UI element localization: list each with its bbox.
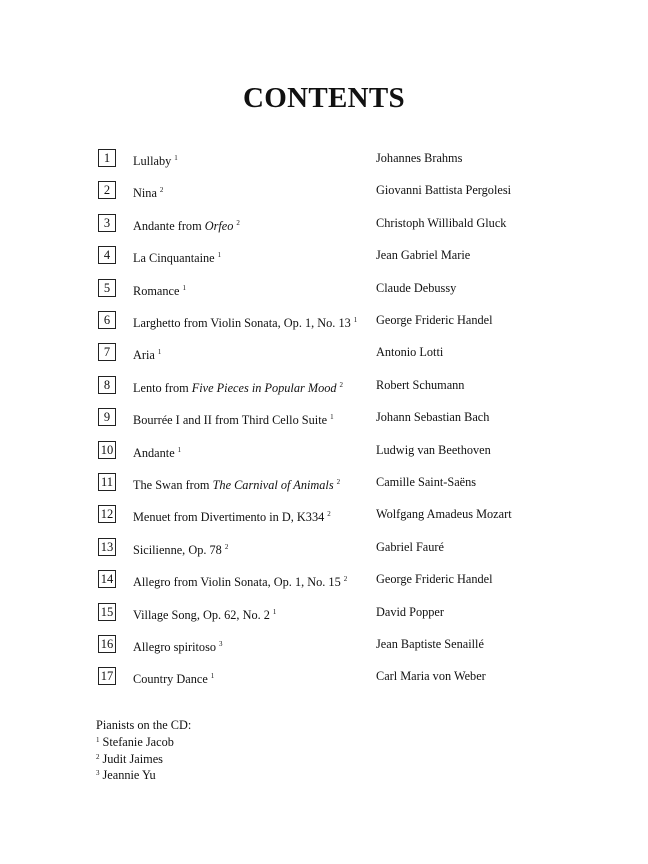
piece-title [133, 344, 161, 363]
pianists-heading: Pianists on the CD: [96, 718, 192, 732]
composer: Carl Maria von Weber [376, 669, 486, 684]
track-number-box: 3 [98, 214, 116, 232]
pianist-ref: 1 [182, 283, 186, 292]
pianist-ref: 2 [336, 478, 341, 486]
title-text: Lullaby [133, 154, 172, 168]
piece-title [133, 150, 178, 169]
contents-entry [98, 473, 578, 491]
title-text: Village Song, Op. 62, No. 2 [133, 607, 270, 622]
composer: Johannes Brahms [376, 151, 463, 165]
pianist-ref: 1 [217, 251, 222, 260]
contents-entry [98, 149, 578, 167]
contents-entry [98, 343, 578, 361]
composer: Ludwig van Beethoven [376, 442, 491, 457]
title-text: Romance [133, 283, 180, 298]
pianist-ref: 2 [343, 575, 348, 584]
contents-entry [98, 667, 578, 685]
pianist-ref: 2 [236, 218, 240, 227]
piece-title [133, 280, 186, 299]
track-number-box: 4 [98, 246, 116, 264]
pianist-ref: 2 [96, 752, 100, 761]
composer: Jean Baptiste Senaillé [376, 637, 484, 651]
composer: Gabriel Fauré [376, 539, 444, 554]
composer: Christoph Willibald Gluck [376, 215, 507, 230]
piece-title [133, 442, 181, 461]
composer: George Frideric Handel [376, 572, 493, 587]
pianist-item [96, 733, 191, 750]
pianist-name: Judit Jaimes [102, 751, 163, 766]
piece-title [133, 668, 214, 687]
piece-title [133, 539, 228, 558]
composer: Camille Saint-Saëns [376, 475, 477, 489]
composer: Johann Sebastian Bach [376, 410, 490, 425]
track-number-box: 2 [98, 181, 116, 199]
title-italic: Five Pieces in Popular Mood [191, 380, 337, 395]
pianist-item [96, 750, 191, 767]
track-number-box: 13 [98, 538, 116, 556]
track-number-box: 12 [98, 505, 116, 523]
page-title: CONTENTS [243, 82, 405, 114]
composer: Robert Schumann [376, 377, 465, 392]
pianists-note [96, 718, 191, 783]
track-number-box: 8 [98, 376, 116, 394]
contents-entry [98, 441, 578, 459]
track-number-box: 9 [98, 408, 116, 426]
contents-entry [98, 376, 578, 394]
contents-entry [98, 214, 578, 232]
contents-entry [98, 635, 578, 653]
piece-title [133, 215, 240, 234]
title-italic: Orfeo [204, 218, 234, 233]
track-number-box: 15 [98, 603, 116, 621]
piece-title [133, 506, 331, 525]
piece-title [133, 377, 343, 396]
pianist-ref: 2 [339, 380, 344, 389]
pianist-ref: 1 [157, 348, 162, 357]
track-number-box: 16 [98, 635, 116, 653]
composer: Wolfgang Amadeus Mozart [376, 507, 512, 522]
pianist-ref: 1 [353, 316, 358, 324]
pianist-ref: 1 [174, 154, 178, 162]
title-text: Allegro spiritoso [133, 640, 216, 654]
track-number-box: 6 [98, 311, 116, 329]
piece-title [133, 474, 340, 493]
piece-title [133, 636, 223, 655]
pianist-name: Jeannie Yu [102, 768, 156, 783]
pianist-ref: 2 [159, 186, 164, 195]
title-text: La Cinquantaine [133, 251, 215, 266]
composer: Jean Gabriel Marie [376, 248, 471, 263]
contents-entry [98, 181, 578, 199]
piece-title [133, 571, 347, 590]
piece-title [133, 312, 357, 331]
piece-title [133, 604, 276, 623]
title-text: Menuet from Divertimento in D, K334 [133, 510, 325, 525]
pianist-ref: 3 [219, 640, 223, 648]
contents-entry [98, 408, 578, 426]
track-number-box: 7 [98, 343, 116, 361]
title-text: Larghetto from Violin Sonata, Op. 1, No. 13 [133, 316, 351, 330]
pianist-ref: 1 [330, 413, 334, 422]
title-text: The Swan from [133, 478, 213, 492]
track-number-box: 14 [98, 570, 116, 588]
pianist-ref: 1 [210, 672, 215, 681]
track-number-box: 10 [98, 441, 116, 459]
track-number-box: 17 [98, 667, 116, 685]
pianist-ref: 1 [177, 445, 182, 454]
composer: Claude Debussy [376, 280, 457, 295]
piece-title [133, 182, 163, 201]
composer: Antonio Lotti [376, 345, 444, 360]
title-text: Lento from [133, 380, 192, 395]
track-number-box: 1 [98, 149, 116, 167]
contents-entry [98, 570, 578, 588]
title-text: Nina [133, 186, 157, 201]
pianist-name: Stefanie Jacob [102, 734, 174, 749]
composer: Giovanni Battista Pergolesi [376, 183, 512, 198]
title-text: Allegro from Violin Sonata, Op. 1, No. 15 [133, 575, 341, 590]
pianist-ref: 2 [224, 542, 229, 551]
contents-entry [98, 603, 578, 621]
title-text: Country Dance [133, 672, 208, 687]
contents-entry [98, 538, 578, 556]
pianist-ref: 1 [272, 607, 277, 616]
contents-entry [98, 279, 578, 297]
pianist-ref: 1 [96, 735, 100, 744]
track-number-box: 5 [98, 279, 116, 297]
contents-entry [98, 311, 578, 329]
title-text: Bourrée I and II from Third Cello Suite [133, 413, 328, 428]
piece-title [133, 409, 334, 428]
composer: David Popper [376, 604, 444, 619]
title-text: Aria [133, 348, 155, 363]
title-italic: The Carnival of Animals [212, 478, 334, 492]
title-text: Sicilienne, Op. 78 [133, 542, 222, 557]
contents-entry [98, 505, 578, 523]
piece-title [133, 247, 221, 266]
track-number-box: 11 [98, 473, 116, 491]
pianist-ref: 2 [327, 510, 331, 519]
pianist-item [96, 766, 191, 783]
title-text: Andante [133, 445, 175, 460]
title-text: Andante from [133, 218, 205, 233]
contents-entry [98, 246, 578, 264]
composer: George Frideric Handel [376, 313, 493, 327]
pianist-ref: 3 [96, 769, 100, 778]
